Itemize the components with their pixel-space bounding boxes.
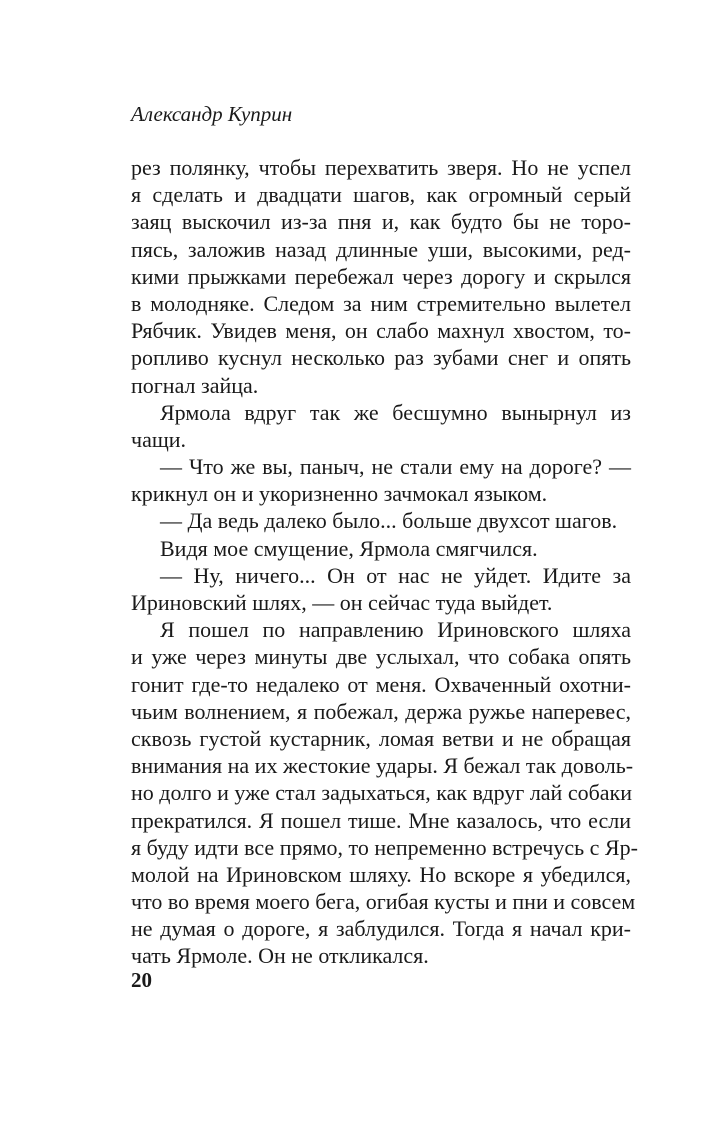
text-line: но долго и уже стал задыхаться, как вдруг лай собаки [131, 780, 633, 806]
text-line: что во время моего бега, огибая кусты и пни и совсем [131, 889, 636, 915]
text-line: ропливо куснул несколько раз зубами снег и опять [131, 345, 631, 371]
dialogue-line: — Да ведь далеко было... больше двухсот шагов. [160, 508, 618, 534]
text-line: чать Ярмоле. Он не откликался. [131, 943, 429, 969]
text-line: сквозь густой кустарник, ломая ветви и не обращая [131, 725, 631, 751]
text-line: Рябчик. Увидев меня, он слабо махнул хвостом, то- [131, 318, 631, 344]
page-number: 20 [131, 968, 152, 992]
paragraph-first-line: Ярмола вдруг так же бесшумно вынырнул из [160, 399, 631, 425]
text-line: в молодняке. Следом за ним стремительно вылетел [131, 290, 631, 316]
text-line: чащи. [131, 426, 187, 452]
body-text [131, 154, 638, 970]
text-line: крикнул он и укоризненно зачмокал языком. [131, 481, 548, 507]
text-line: не думая о дороге, я заблудился. Тогда я начал кри- [131, 916, 631, 942]
paragraph-first-line: Видя мое смущение, Ярмола смягчился. [160, 535, 538, 561]
text-line: внимания на их жестокие удары. Я бежал так доволь- [131, 753, 634, 779]
text-line: погнал зайца. [131, 372, 259, 398]
text-line: пясь, заложив назад длинные уши, высокими, ред- [131, 236, 631, 262]
text-line: гонит где-то недалеко от меня. Охваченный охотни- [131, 671, 631, 697]
text-line: Ириновский шлях, — он сейчас туда выйдет. [131, 590, 553, 615]
text-line: я буду идти все прямо, то непременно встречусь с Яр- [131, 834, 638, 860]
paragraph-first-line: Я пошел по направлению Ириновского шляха [160, 617, 631, 643]
text-line: чьим волнением, я побежал, держа ружье наперевес, [131, 698, 631, 724]
text-line: и уже через минуты две услыхал, что собака опять [131, 644, 631, 670]
text-line: я сделать и двадцати шагов, как огромный серый [131, 182, 631, 208]
text-line: заяц выскочил из-за пня и, как будто бы не торо- [131, 209, 631, 235]
dialogue-line: — Что же вы, паныч, не стали ему на дороге? — [160, 454, 631, 480]
text-line: рез полянку, чтобы перехватить зверя. Но не успел [131, 155, 631, 180]
running-header-author: Александр Куприн [131, 102, 293, 126]
text-line: прекратился. Я пошел тише. Мне казалось, что если [131, 807, 631, 833]
text-line: молой на Ириновском шляху. Но вскоре я убедился, [131, 861, 631, 887]
dialogue-line: — Ну, ничего... Он от нас не уйдет. Идите за [160, 562, 631, 588]
text-line: кими прыжками перебежал через дорогу и скрылся [131, 263, 631, 289]
